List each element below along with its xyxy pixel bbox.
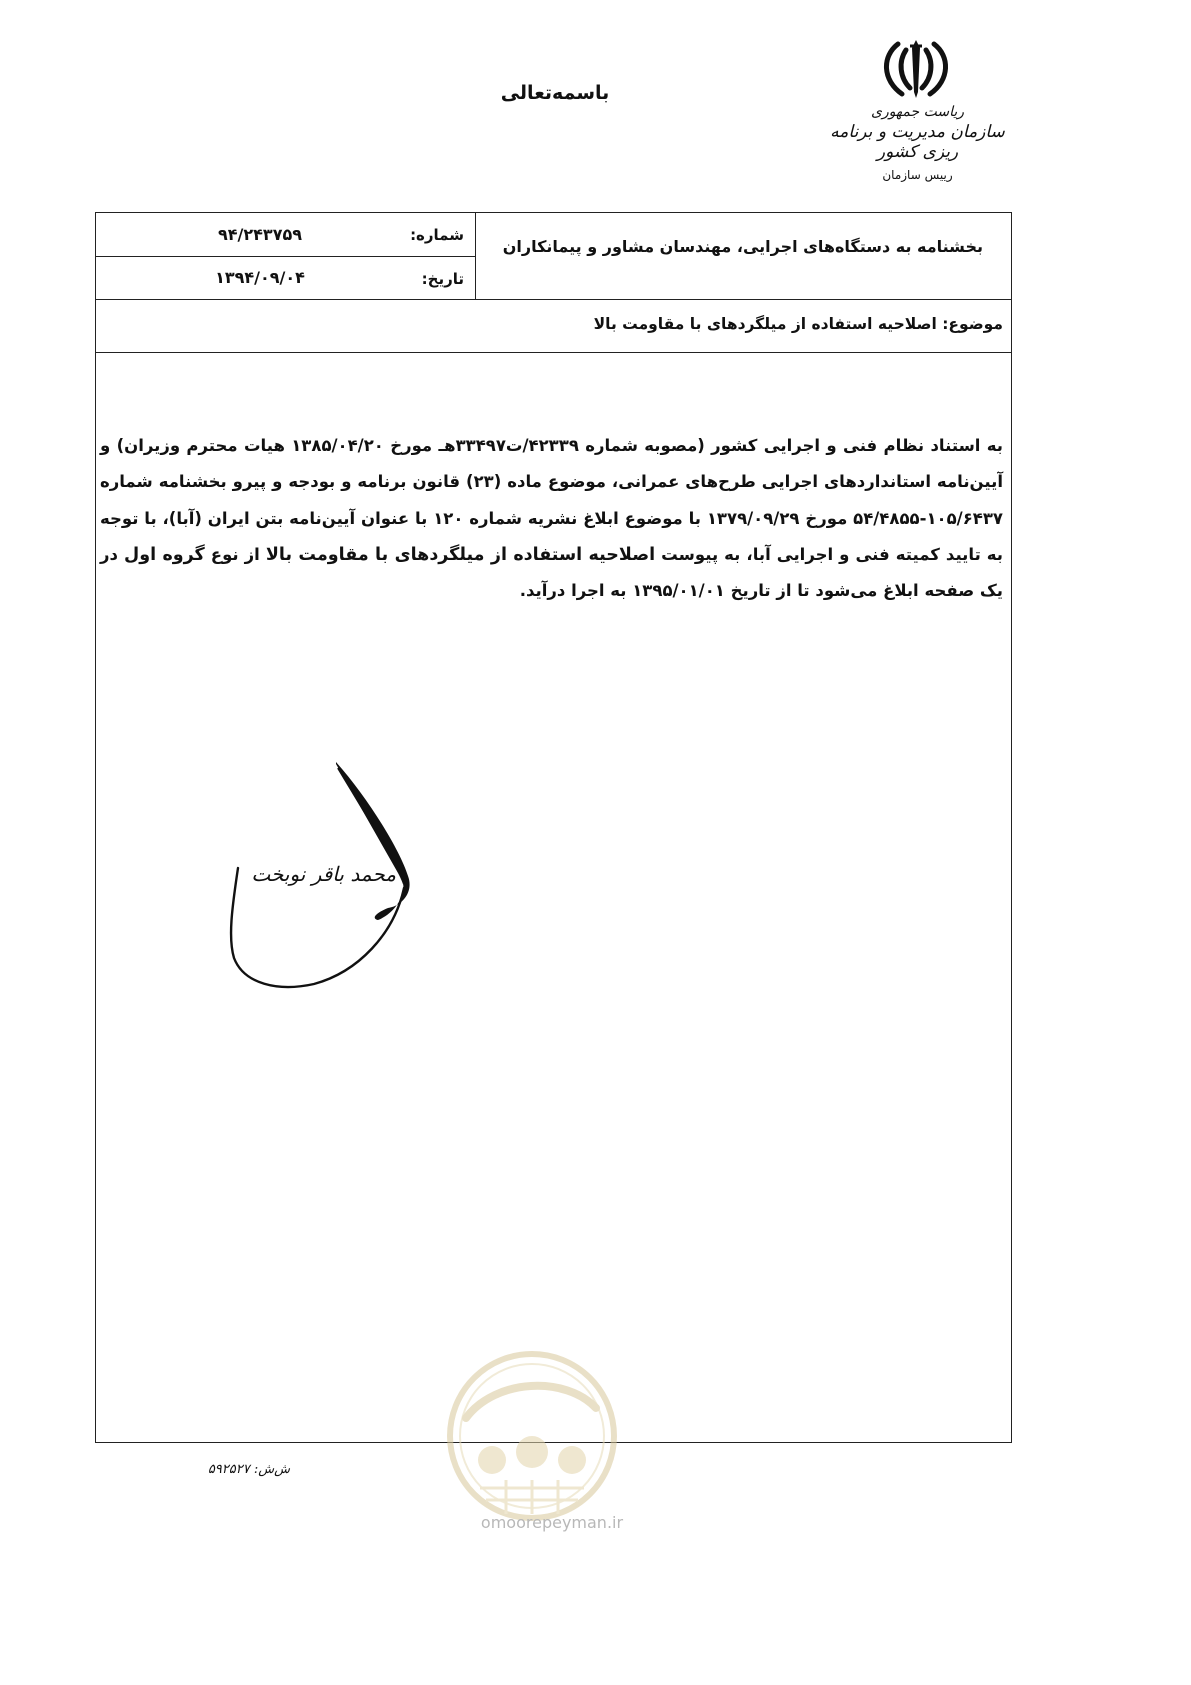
letter-body (100, 428, 1003, 609)
bismillah-heading: باسمه‌تعالی (500, 82, 610, 104)
body-text-2: از نوع (210, 544, 260, 564)
signer-name: محمد باقر نوبخت (251, 862, 396, 886)
document-serial: ش‌ش: ۵۹۲۵۲۷ (207, 1462, 290, 1477)
body-text-3: در یک صفحه ابلاغ می‌شود تا از تاریخ ۱۳۹۵/۰۱/۰۱ به اجرا درآید. (100, 544, 1003, 601)
subject-line: موضوع: اصلاحیه استفاده از میلگردهای با مقاومت بالا (593, 315, 1003, 333)
website-watermark: omoorepeyman.ir (480, 1513, 624, 1532)
date-label: تاریخ: (421, 270, 464, 288)
meta-row-divider (95, 256, 475, 257)
header-divider (95, 299, 1012, 300)
org-name: سازمان مدیریت و برنامه ریزی کشور (830, 122, 1005, 162)
iran-emblem-icon (876, 36, 956, 100)
number-value: ۹۴/۲۴۳۷۵۹ (218, 225, 302, 244)
seal-logo-icon (446, 1348, 618, 1526)
number-label: شماره: (410, 226, 464, 244)
body-text-1: به استناد نظام فنی و اجرایی کشور (مصوبه شماره ۴۲۳۳۹/ت۳۳۴۹۷هـ مورخ ۱۳۸۵/۰۴/۲۰ هیات محترم وزیران) و آیین‌نامه استانداردهای اجرایی طرح‌های عمرانی، موضوع ماده (۲۳) قانون برنامه و بودجه و پیرو بخشنامه شماره ۱۰۵/۶۴۳۷-۵۴/۴۸۵۵ مورخ ۱۳۷۹/۰۹/۲۹ با موضوع ابلاغ نشریه شماره ۱۲۰ با عنوان آیین‌نامه بتن ایران (آبا)، با توجه به تایید کمیته فنی و اجرایی آبا، به پیوست (100, 436, 1004, 564)
date-value: ۱۳۹۴/۰۹/۰۴ (215, 268, 305, 287)
body-paragraph (100, 428, 1003, 609)
subject-divider (95, 352, 1012, 353)
organization-block (820, 104, 1015, 182)
org-head-title: رییس سازمان (882, 168, 953, 182)
body-emphasis-title: اصلاحیه استفاده از میلگردهای با مقاومت بالا (265, 544, 656, 565)
body-emphasis-group: گروه اول (124, 544, 205, 565)
org-presidency: ریاست جمهوری (870, 104, 964, 120)
meta-column-divider (475, 212, 476, 299)
recipients: بخشنامه به دستگاه‌های اجرایی، مهندسان مشاور و پیمانکاران (502, 237, 983, 256)
